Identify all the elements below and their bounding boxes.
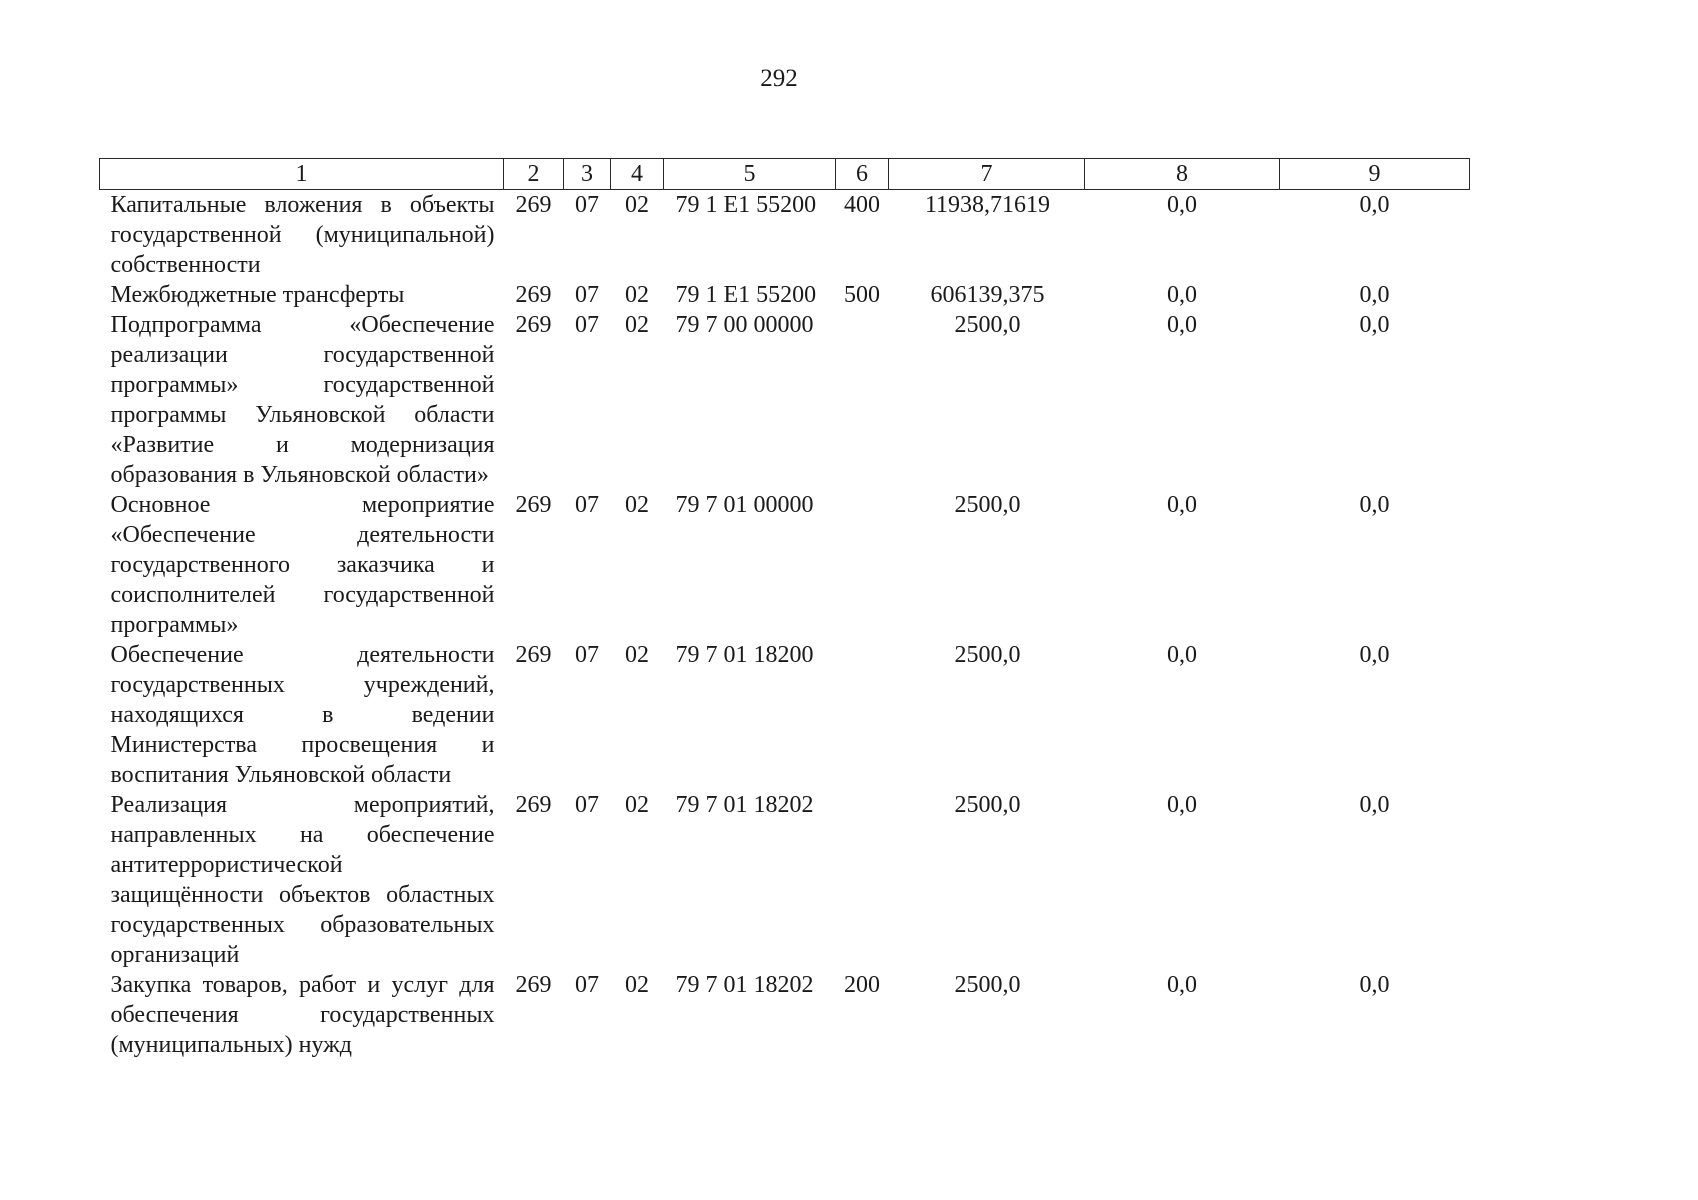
header-cell-3: 3 bbox=[564, 159, 611, 190]
row-code-4: 02 bbox=[625, 792, 649, 818]
row-value-7: 2500,0 bbox=[954, 312, 1021, 338]
row-value-7: 2500,0 bbox=[954, 792, 1021, 818]
row-name: Межбюджетные трансферты bbox=[110, 282, 405, 308]
header-cell-4: 4 bbox=[611, 159, 664, 190]
row-code-3: 07 bbox=[575, 492, 599, 518]
table-row bbox=[100, 190, 1470, 281]
row-code-4: 02 bbox=[625, 192, 649, 218]
table-row bbox=[100, 490, 1470, 640]
row-code-3: 07 bbox=[575, 792, 599, 818]
row-code-6 bbox=[836, 310, 889, 490]
row-code-6 bbox=[836, 790, 889, 970]
row-code-2: 269 bbox=[515, 192, 552, 218]
row-code-4: 02 bbox=[625, 282, 649, 308]
row-code-5: 79 7 01 18202 bbox=[675, 972, 814, 998]
row-value-8: 0,0 bbox=[1167, 192, 1197, 218]
row-value-7: 11938,71619 bbox=[924, 192, 1051, 218]
row-value-9: 0,0 bbox=[1359, 312, 1390, 338]
header-row bbox=[100, 159, 1470, 190]
row-code-5: 79 7 01 00000 bbox=[675, 492, 814, 518]
row-code-4: 02 bbox=[625, 642, 649, 668]
row-code-2: 269 bbox=[515, 972, 552, 998]
row-name: Основное мероприятие «Обеспечение деятельности государственного заказчика и соисполнителей государственной программы» bbox=[110, 492, 495, 638]
row-value-7: 2500,0 bbox=[954, 972, 1021, 998]
row-code-4: 02 bbox=[625, 492, 649, 518]
row-code-6 bbox=[836, 490, 889, 640]
row-value-8: 0,0 bbox=[1167, 492, 1197, 518]
table-body bbox=[100, 190, 1470, 1061]
page-number: 292 bbox=[760, 65, 798, 92]
row-code-5: 79 7 00 00000 bbox=[675, 312, 814, 338]
row-code-5: 79 7 01 18200 bbox=[675, 642, 814, 668]
row-value-7: 2500,0 bbox=[954, 492, 1021, 518]
row-code-2: 269 bbox=[515, 282, 552, 308]
row-value-9: 0,0 bbox=[1359, 972, 1390, 998]
table-header bbox=[100, 159, 1470, 190]
row-code-3: 07 bbox=[575, 972, 599, 998]
row-code-6: 400 bbox=[844, 192, 880, 218]
header-cell-7: 7 bbox=[889, 159, 1085, 190]
row-code-5: 79 1 E1 55200 bbox=[675, 282, 817, 308]
header-cell-2: 2 bbox=[504, 159, 564, 190]
row-code-3: 07 bbox=[575, 282, 599, 308]
row-name: Закупка товаров, работ и услуг для обеспечения государственных (муниципальных) нужд bbox=[110, 972, 495, 1058]
row-code-6 bbox=[836, 640, 889, 790]
row-code-3: 07 bbox=[575, 312, 599, 338]
table-row bbox=[100, 790, 1470, 970]
row-code-4: 02 bbox=[625, 972, 649, 998]
header-cell-8: 8 bbox=[1085, 159, 1280, 190]
row-value-8: 0,0 bbox=[1167, 282, 1197, 308]
table-row bbox=[100, 280, 1470, 310]
row-name: Капитальные вложения в объекты государственной (муниципальной) собственности bbox=[110, 192, 495, 278]
budget-table bbox=[99, 158, 1470, 1060]
table-row bbox=[100, 640, 1470, 790]
row-value-9: 0,0 bbox=[1359, 282, 1390, 308]
row-value-8: 0,0 bbox=[1167, 312, 1197, 338]
row-code-2: 269 bbox=[515, 312, 552, 338]
row-name: Реализация мероприятий, направленных на обеспечение антитеррористической защищённости объектов областных государственных образовательных организаций bbox=[110, 792, 495, 968]
row-code-4: 02 bbox=[625, 312, 649, 338]
header-cell-9: 9 bbox=[1280, 159, 1470, 190]
row-code-6: 500 bbox=[844, 282, 880, 308]
row-code-2: 269 bbox=[515, 492, 552, 518]
row-value-7: 606139,375 bbox=[930, 282, 1045, 308]
table-row bbox=[100, 310, 1470, 490]
row-code-6: 200 bbox=[844, 972, 880, 998]
row-code-2: 269 bbox=[515, 792, 552, 818]
row-value-9: 0,0 bbox=[1359, 192, 1390, 218]
row-code-5: 79 1 E1 55200 bbox=[675, 192, 817, 218]
row-value-8: 0,0 bbox=[1167, 792, 1197, 818]
row-value-8: 0,0 bbox=[1167, 642, 1197, 668]
row-value-9: 0,0 bbox=[1359, 642, 1390, 668]
header-cell-6: 6 bbox=[836, 159, 889, 190]
row-code-5: 79 7 01 18202 bbox=[675, 792, 814, 818]
row-code-3: 07 bbox=[575, 642, 599, 668]
row-value-9: 0,0 bbox=[1359, 792, 1390, 818]
row-code-2: 269 bbox=[515, 642, 552, 668]
row-name: Подпрограмма «Обеспечение реализации государственной программы» государственной программы Ульяновской области «Развитие и модернизация образования в Ульяновской области» bbox=[110, 312, 495, 488]
header-cell-1: 1 bbox=[100, 159, 504, 190]
header-cell-5: 5 bbox=[664, 159, 836, 190]
table-row bbox=[100, 970, 1470, 1060]
row-name: Обеспечение деятельности государственных учреждений, находящихся в ведении Министерства просвещения и воспитания Ульяновской области bbox=[110, 642, 495, 788]
row-value-7: 2500,0 bbox=[954, 642, 1021, 668]
row-value-8: 0,0 bbox=[1167, 972, 1197, 998]
row-code-3: 07 bbox=[575, 192, 599, 218]
row-value-9: 0,0 bbox=[1359, 492, 1390, 518]
